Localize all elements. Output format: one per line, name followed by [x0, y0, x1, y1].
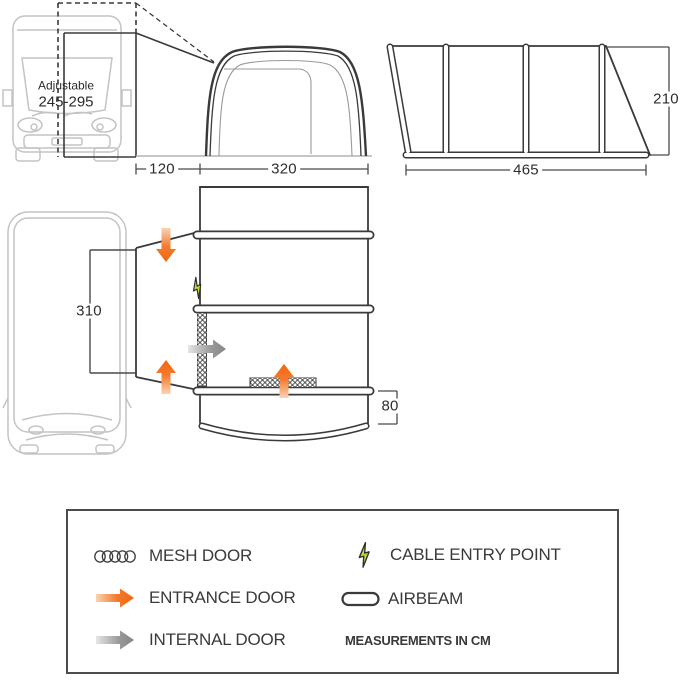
- dim-label-80: 80: [378, 399, 401, 414]
- legend-label-internal-door: INTERNAL DOOR: [149, 630, 286, 649]
- cable-entry-point-icon: [351, 541, 377, 569]
- vehicle-adjustable-note: [38, 79, 94, 110]
- awning-floor-plan: [197, 187, 370, 438]
- dim-label-210: 210: [650, 92, 682, 107]
- airbeam-icon: [340, 590, 382, 608]
- legend-item-airbeam: [340, 589, 463, 609]
- dim-label-310: 310: [73, 304, 105, 319]
- adjustable-range: 245-295: [38, 93, 94, 111]
- cable-entry-icon: [188, 277, 206, 299]
- internal-door-icon: [94, 629, 136, 651]
- legend-measurements-note: MEASUREMENTS IN CM: [345, 633, 491, 648]
- legend-item-internal-door: [94, 629, 286, 651]
- dim-label-320: 320: [268, 162, 300, 177]
- adjustable-label: Adjustable: [37, 78, 95, 93]
- legend-label-airbeam: AIRBEAM: [388, 589, 464, 608]
- vehicle-top-view: [3, 212, 131, 454]
- airbeam-tubes-side: [390, 47, 646, 155]
- awning-front-view: [136, 47, 372, 156]
- awning-side-view: [390, 46, 650, 155]
- legend: [66, 509, 619, 674]
- dim-label-465: 465: [510, 163, 542, 178]
- entrance-door-icon: [94, 587, 136, 609]
- legend-item-entrance-door: [94, 587, 296, 609]
- entrance-door-arrow-tunnel-top: [156, 228, 176, 262]
- entrance-door-arrow-tunnel-bottom: [156, 360, 176, 394]
- mesh-door-icon: [94, 549, 136, 564]
- legend-label-entrance-door: ENTRANCE DOOR: [149, 588, 296, 607]
- legend-label-cable-entry: CABLE ENTRY POINT: [390, 545, 561, 564]
- legend-item-cable-entry: [351, 541, 561, 569]
- legend-label-mesh-door: MESH DOOR: [149, 546, 253, 565]
- legend-item-mesh-door: [94, 546, 252, 566]
- airbeam-tubes-plan: [197, 235, 370, 438]
- dim-label-120: 120: [146, 162, 178, 177]
